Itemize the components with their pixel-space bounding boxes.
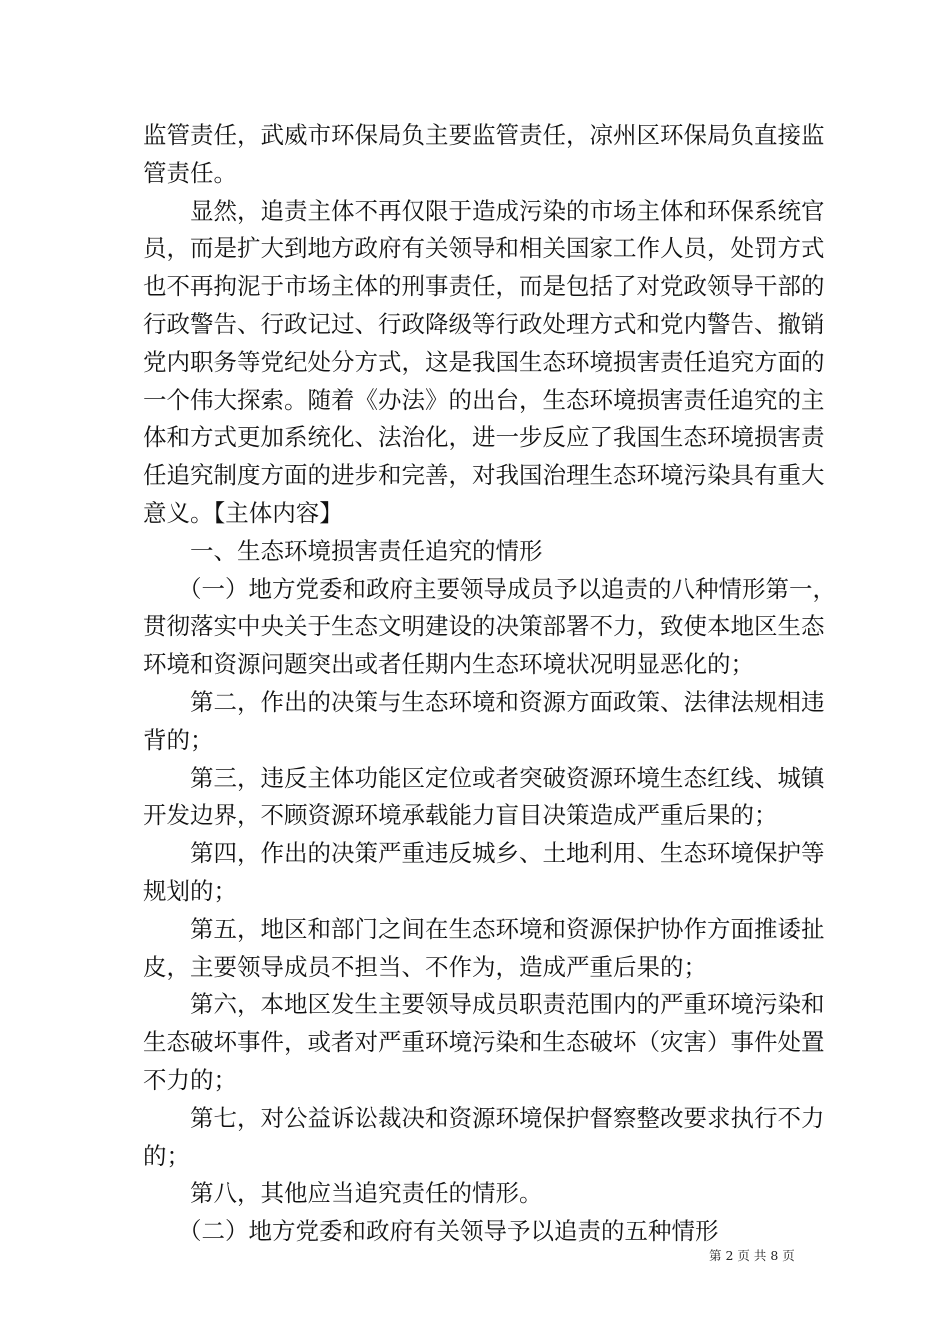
text-line: 第二，作出的决策与生态环境和资源方面政策、法律法规相违 (190, 687, 825, 716)
text-line: 监管责任，武威市环保局负主要监管责任，凉州区环保局负直接监 (143, 121, 825, 149)
text-line: 意义。【主体内容】 (143, 498, 343, 527)
text-line: 贯彻落实中央关于生态文明建设的决策部署不力，致使本地区生态 (143, 612, 825, 641)
text-line: 皮，主要领导成员不担当、不作为，造成严重后果的； (143, 952, 707, 981)
text-line: 第六，本地区发生主要领导成员职责范围内的严重环境污染和 (190, 990, 825, 1019)
text-line: 体和方式更加系统化、法治化，进一步反应了我国生态环境损害责 (143, 423, 825, 452)
text-line: 第八，其他应当追究责任的情形。 (190, 1179, 543, 1208)
text-line: 行政警告、行政记过、行政降级等行政处理方式和党内警告、撤销 (143, 309, 825, 338)
subsection-heading: （一）地方党委和政府主要领导成员予以追责的八种情形第一， (178, 574, 836, 603)
text-line: 也不再拘泥于市场主体的刑事责任，而是包括了对党政领导干部的 (143, 272, 825, 301)
page-number: 第 2 页 共 8 页 (709, 1248, 795, 1263)
text-line: 第三，违反主体功能区定位或者突破资源环境生态红线、城镇 (190, 763, 825, 792)
text-line: 第四，作出的决策严重违反城乡、土地利用、生态环境保护等 (190, 839, 825, 868)
section-heading: 一、生态环境损害责任追究的情形 (190, 536, 543, 565)
text-line: 生态破坏事件，或者对严重环境污染和生态破坏（灾害）事件处置 (143, 1028, 825, 1057)
text-line: 第五，地区和部门之间在生态环境和资源保护协作方面推诿扯 (190, 914, 825, 943)
text-line: 显然，追责主体不再仅限于造成污染的市场主体和环保系统官 (190, 196, 825, 225)
document-body (143, 117, 836, 1251)
text-line: 第七，对公益诉讼裁决和资源环境保护督察整改要求执行不力 (190, 1103, 825, 1132)
text-line: 背的； (143, 725, 214, 754)
text-line: 环境和资源问题突出或者任期内生态环境状况明显恶化的； (143, 650, 754, 679)
text-line: 任追究制度方面的进步和完善，对我国治理生态环境污染具有重大 (143, 461, 825, 490)
text-line: 员，而是扩大到地方政府有关领导和相关国家工作人员，处罚方式 (143, 234, 825, 263)
text-line: 规划的； (143, 876, 237, 905)
text-line: 的； (143, 1141, 190, 1170)
text-line: 党内职务等党纪处分方式，这是我国生态环境损害责任追究方面的 (143, 347, 825, 376)
text-line: 开发边界，不顾资源环境承载能力盲目决策造成严重后果的； (143, 801, 778, 830)
text-line: 不力的； (143, 1065, 237, 1094)
subsection-heading: （二）地方党委和政府有关领导予以追责的五种情形 (178, 1217, 719, 1246)
text-line: 一个伟大探索。随着《办法》的出台，生态环境损害责任追究的主 (143, 385, 825, 414)
text-line: 管责任。 (143, 158, 237, 187)
